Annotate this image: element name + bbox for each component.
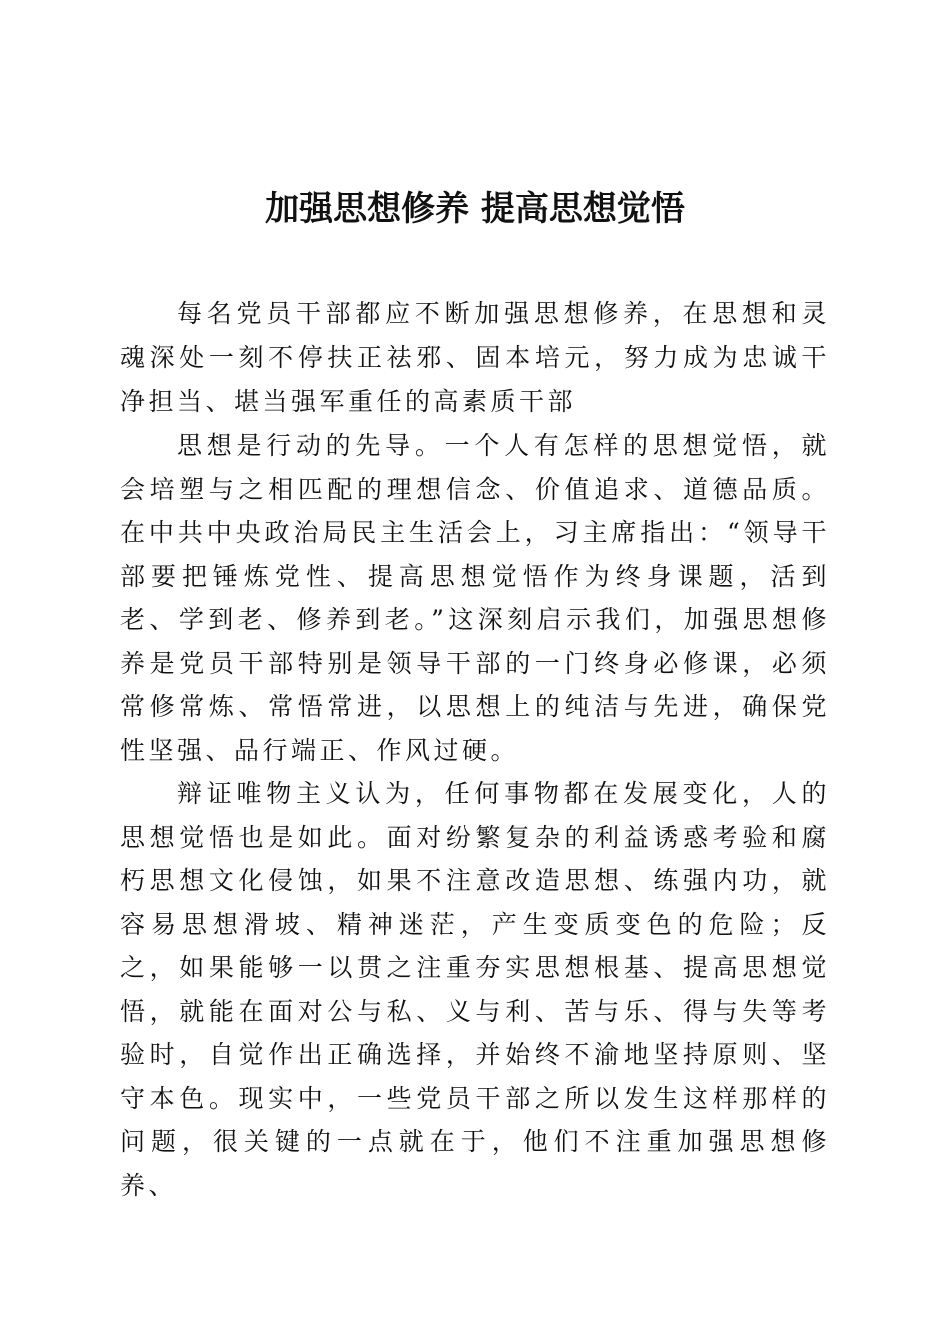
document-body <box>120 292 830 1207</box>
paragraph-2: 思想是行动的先导。一个人有怎样的思想觉悟，就会培塑与之相匹配的理想信念、价值追求、道德品质。在中共中央政治局民主生活会上，习主席指出：“领导干部要把锤炼党性、提高思想觉悟作为终身课题，活到老、学到老、修养到老。”这深刻启示我们，加强思想修养是党员干部特别是领导干部的一门终身必修课，必须常修常炼、常悟常进，以思想上的纯洁与先进，确保党性坚强、品行端正、作风过硬。 <box>120 431 830 765</box>
paragraph-1: 每名党员干部都应不断加强思想修养，在思想和灵魂深处一刻不停扶正祛邪、固本培元，努力成为忠诚干净担当、堪当强军重任的高素质干部 <box>120 299 830 416</box>
paragraph-3: 辩证唯物主义认为，任何事物都在发展变化，人的思想觉悟也是如此。面对纷繁复杂的利益诱惑考验和腐朽思想文化侵蚀，如果不注意改造思想、练强内功，就容易思想滑坡、精神迷茫，产生变质变色的危险；反之，如果能够一以贯之注重夯实思想根基、提高思想觉悟，就能在面对公与私、义与利、苦与乐、得与失等考验时，自觉作出正确选择，并始终不渝地坚持原则、坚守本色。现实中，一些党员干部之所以发生这样那样的问题，很关键的一点就在于，他们不注重加强思想修养、 <box>120 779 830 1200</box>
document-title: 加强思想修养 提高思想觉悟 <box>265 189 685 229</box>
